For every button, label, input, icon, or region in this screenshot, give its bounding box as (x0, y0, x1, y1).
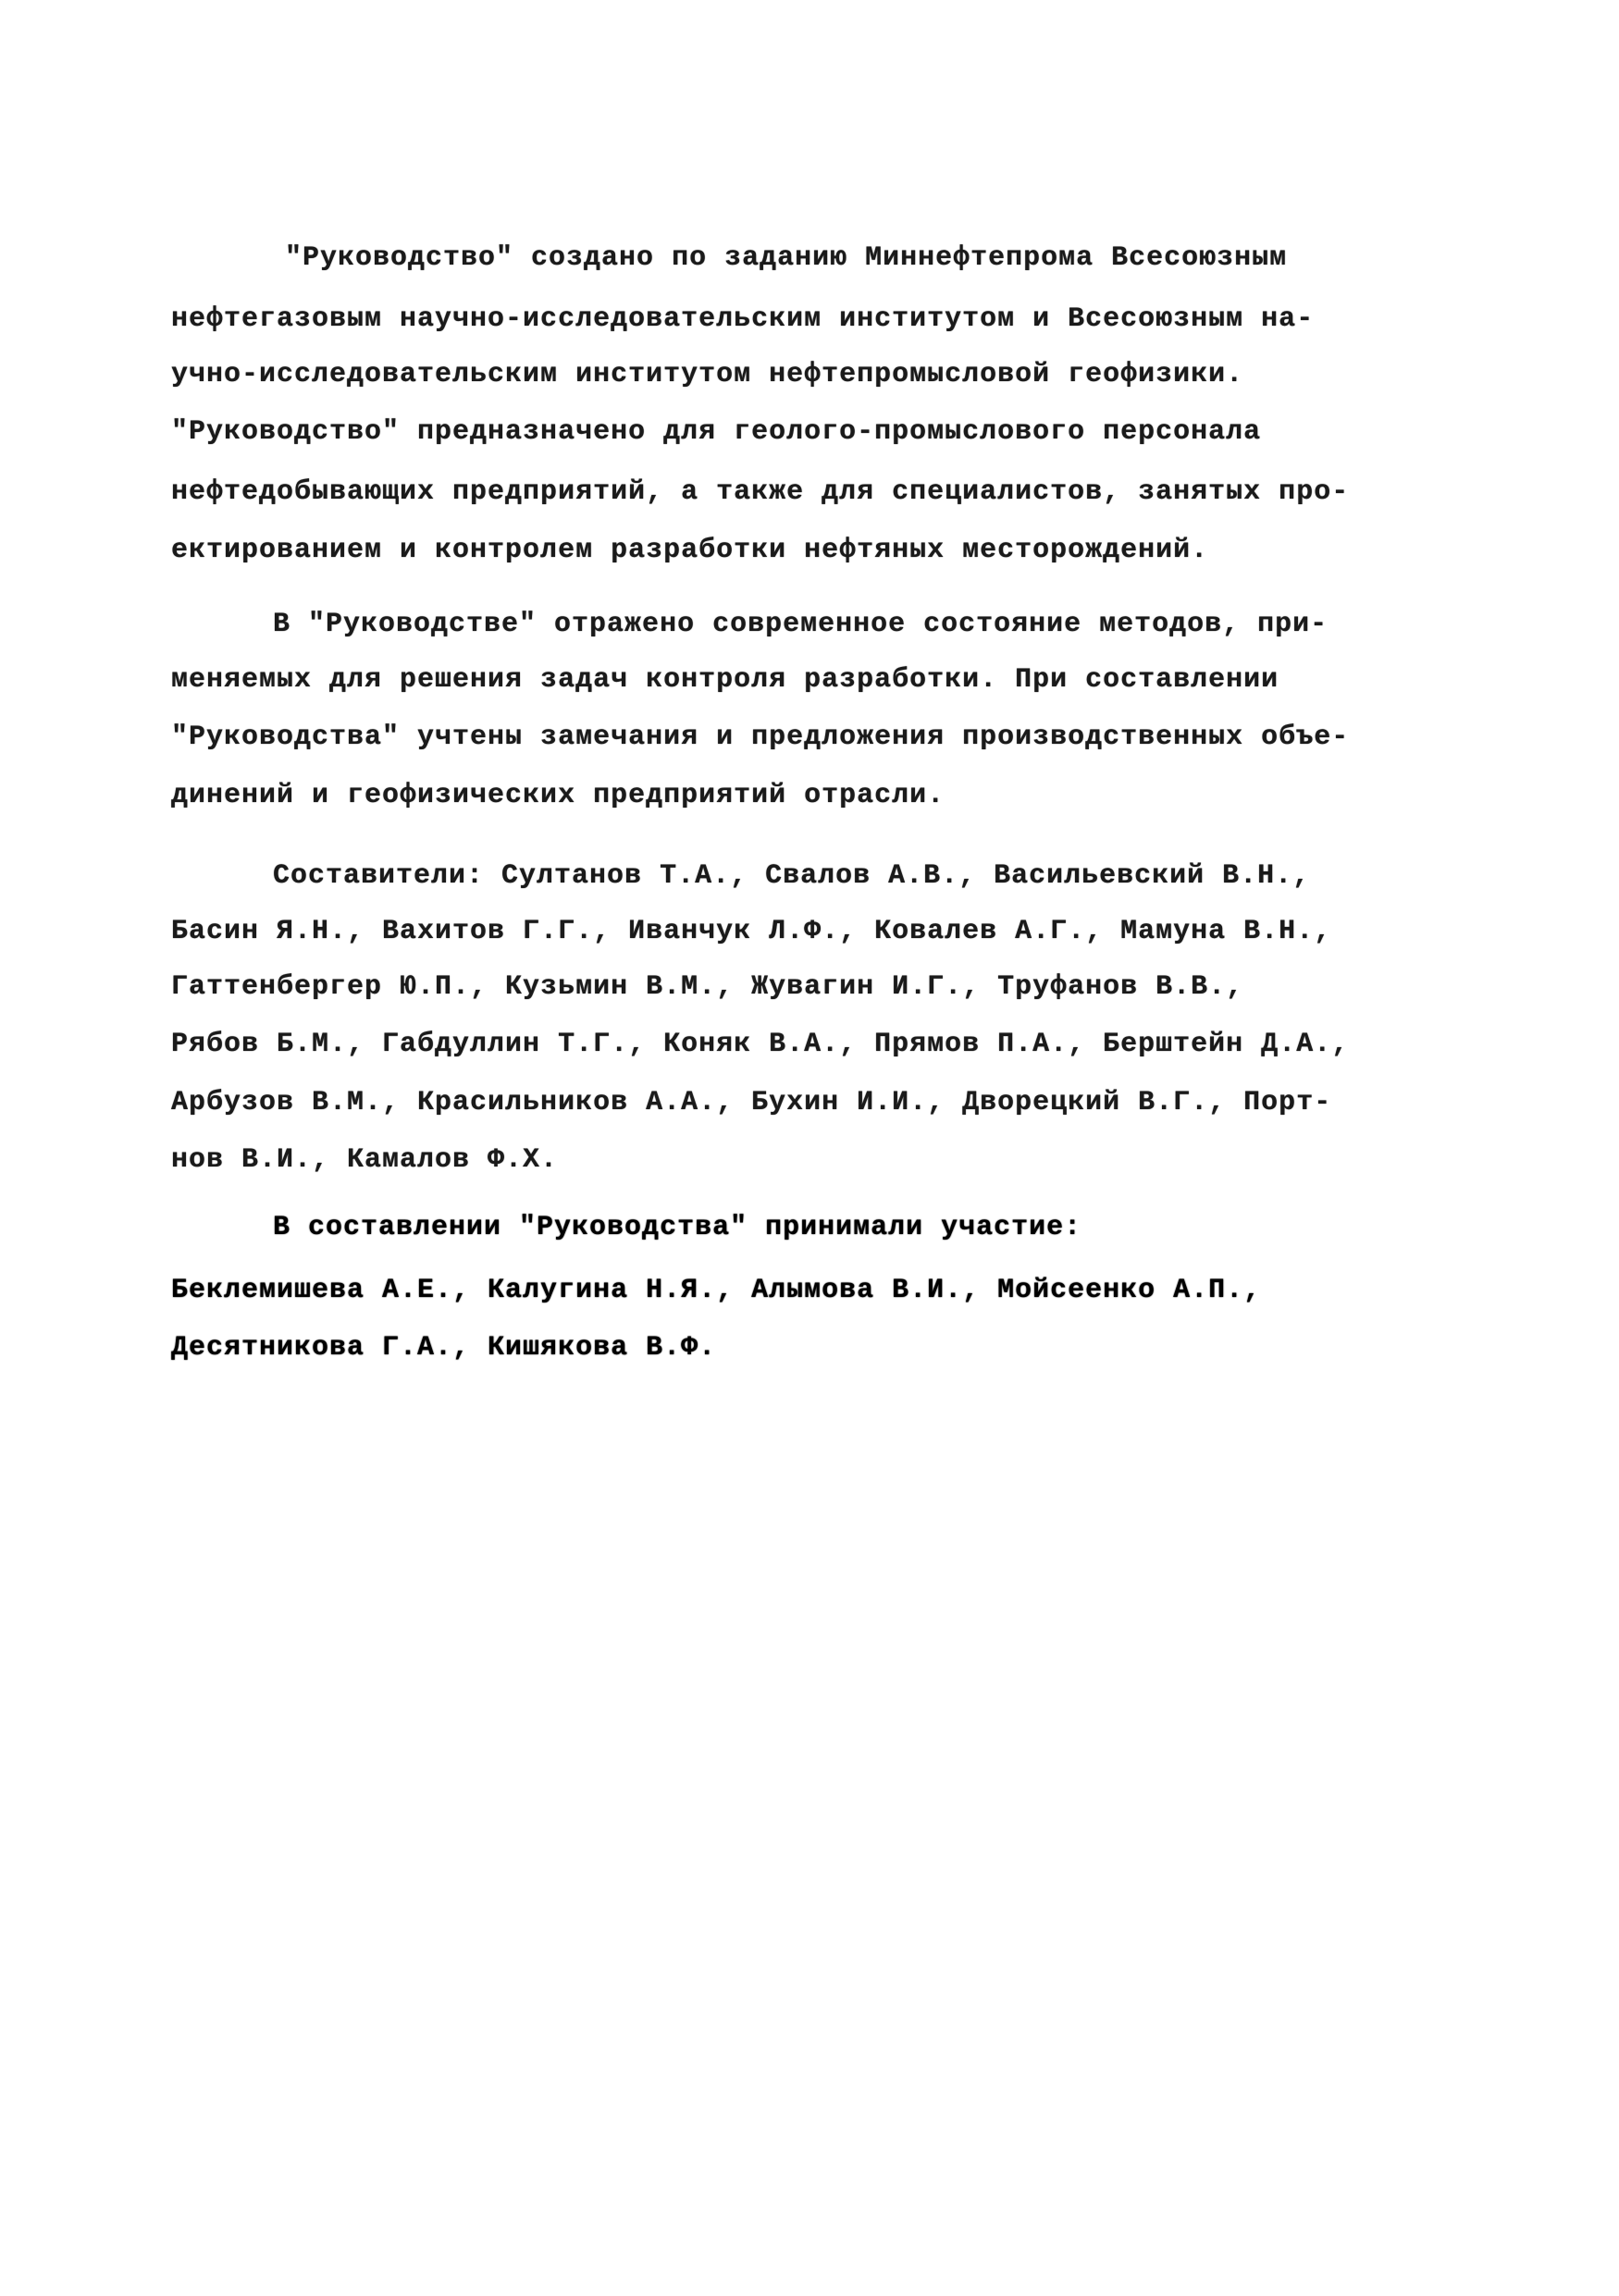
paragraph-2-line-1: В "Руководстве" отражено современное состояние методов, при- (273, 609, 1329, 640)
participants-line-2: Беклемишева А.Е., Калугина Н.Я., Алымова В.И., Мойсеенко А.П., (171, 1275, 1262, 1306)
paragraph-2-line-2: меняемых для решения задач контроля разработки. При составлении (171, 664, 1279, 696)
paragraph-1-line-6: ектированием и контролем разработки нефтяных месторождений. (171, 535, 1209, 566)
participants-line-3: Десятникова Г.А., Кишякова В.Ф. (171, 1332, 717, 1364)
paragraph-2-line-4: динений и геофизических предприятий отрасли. (171, 780, 945, 811)
paragraph-1-line-1: "Руководство" создано по заданию Миннефтепрома Всесоюзным (285, 242, 1288, 274)
paragraph-1-line-3: учно-исследовательским институтом нефтепромысловой геофизики. (171, 359, 1244, 390)
compilers-line-2: Басин Я.Н., Вахитов Г.Г., Иванчук Л.Ф., Ковалев А.Г., Мамуна В.Н., (171, 916, 1332, 947)
compilers-line-4: Рябов Б.М., Габдуллин Т.Г., Коняк В.А., Прямов П.А., Берштейн Д.А., (171, 1029, 1350, 1060)
compilers-line-6: нов В.И., Камалов Ф.Х. (171, 1144, 559, 1176)
participants-line-1: В составлении "Руководства" принимали участие: (273, 1212, 1082, 1243)
compilers-line-3: Гаттенбергер Ю.П., Кузьмин В.М., Жувагин И.Г., Труфанов В.В., (171, 971, 1244, 1003)
compilers-line-5: Арбузов В.М., Красильников А.А., Бухин И.И., Дворецкий В.Г., Порт- (171, 1087, 1332, 1118)
paragraph-1-line-5: нефтедобывающих предприятий, а также для специалистов, занятых про- (171, 476, 1350, 508)
paragraph-1-line-4: "Руководство" предназначено для геолого-промыслового персонала (171, 416, 1262, 448)
paragraph-2-line-3: "Руководства" учтены замечания и предложения производственных объе- (171, 722, 1350, 753)
paragraph-1-line-2: нефтегазовым научно-исследовательским институтом и Всесоюзным на- (171, 303, 1315, 335)
compilers-line-1: Составители: Султанов Т.А., Свалов А.В., Васильевский В.Н., (273, 860, 1311, 892)
